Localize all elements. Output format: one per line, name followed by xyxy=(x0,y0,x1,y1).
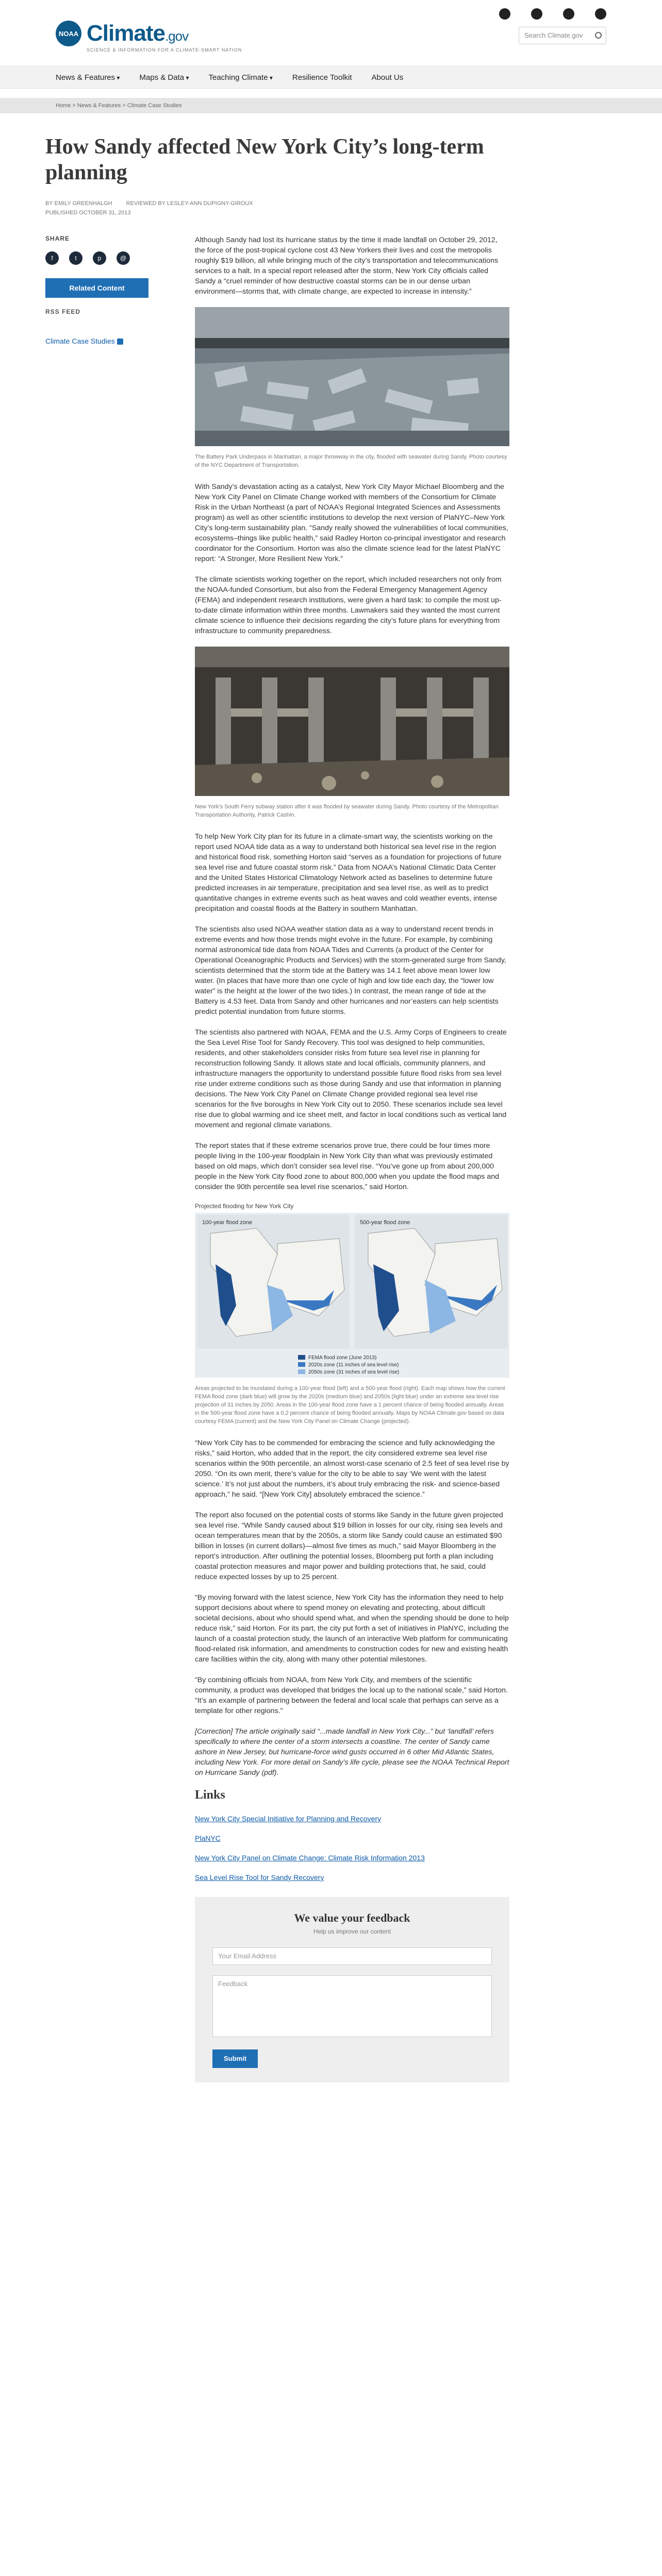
category-link[interactable]: Climate Case Studies xyxy=(45,337,148,345)
nav-maps-data[interactable]: Maps & Data ▾ xyxy=(139,73,189,82)
email-share-icon[interactable]: @ xyxy=(117,251,130,265)
photo-caption: The Battery Park Underpass in Manhattan, a major throwway in the city, flooded with seawater during Sandy. Photo courtesy of the NYC Department of Transportation. xyxy=(195,454,507,468)
paragraph: The scientists also partnered with NOAA, FEMA and the U.S. Army Corps of Engineers to create the Sea Level Rise Tool for Sandy Recovery. This tool was designed to help communities, residents, and other stakeholders consider risks from future sea level rise in planning for reconstruction following Sandy. It allows state and local officials, community planners, and infrastructure managers the opportunity to understand possible future flood risks from sea level rise under extreme conditions such as those during Sandy and use that information in planning decisions. The New York City Panel on Climate Change provided regional sea level rise scenarios for the five boroughs in New York City out to 2050. These scenarios include sea level rise due to global warming and ice sheet melt, and factor in local conditions such as vertical land movement and regional climate variations. xyxy=(195,1028,507,1129)
map-panel-500yr xyxy=(355,1215,507,1349)
paragraph: Although Sandy had lost its hurricane status by the time it made landfall on October 29, 2012, the force of the post-tropical cyclone cost 43 New Yorkers their lives and cost the metropolis roughly $19 billion, all while bringing much of the city’s transportation and telecommunications services to a halt. In a special report released after the storm, New York City officials called Sandy a “cruel reminder of how destructive coastal storms can be in our dense urban environment—storms that, with climate change, are expected to increase in intensity.” xyxy=(195,236,499,296)
facebook-icon[interactable] xyxy=(499,8,510,20)
twitter-share-icon[interactable]: t xyxy=(69,251,82,265)
site-logo[interactable] xyxy=(56,21,188,46)
nav-news-features[interactable]: News & Features ▾ xyxy=(56,73,120,82)
paragraph: “By combining officials from NOAA, from New York City, and members of the scientific community, a product was developed that bridges the local up to the national scale,” said Horton. “It’s an example of partnering between the federal and local scale that perhaps can serve as a template for other regions.” xyxy=(195,1676,508,1715)
feedback-subtitle: Help us improve our content xyxy=(313,1928,391,1935)
paragraph: “By moving forward with the latest science, New York City has the information they need to help support decisions about where to spend money on elevating and protecting, about difficult societal decisions, about who should spend what, and when the spending should be done to help reduce risk,” said Horton. For its part, the city put forth a set of initiatives in PlaNYC, including the launch of a coastal protection study, the launch of an interactive Web platform for communicating flood-related risk information, and amendments to construction codes for new and existing health care facilities within the city, along with many other potential milestones. xyxy=(195,1594,509,1664)
nav-about-us[interactable]: About Us xyxy=(371,73,404,82)
page-title: How Sandy affected New York City’s long-term planning xyxy=(45,135,484,184)
breadcrumb[interactable]: Home > News & Features > Climate Case Studies xyxy=(0,98,662,113)
projected-flooding-maps xyxy=(195,1213,509,1378)
links-heading: Links xyxy=(195,1788,225,1802)
photo-caption: New York’s South Ferry subway station after it was flooded by seawater during Sandy. Photo courtesy of the Metropolitan Transportation Authority, Patrick Cashin. xyxy=(195,804,499,818)
noaa-badge: NOAA xyxy=(56,21,81,46)
article-body xyxy=(195,235,509,2082)
svg-text:2050s zone (31 inches of sea l: 2050s zone (31 inches of sea level rise) xyxy=(308,1369,400,1375)
pinterest-share-icon[interactable]: p xyxy=(93,251,106,265)
related-content-button[interactable]: Related Content xyxy=(45,278,148,298)
link-planyc[interactable]: PlaNYC xyxy=(195,1834,221,1842)
byline xyxy=(45,199,662,217)
paragraph: “New York City has to be commended for embracing the science and fully acknowledging the risks,” said Horton, who added that in the report, the city considered extreme sea level rise scenarios within the 90th percentile, an almost worst-case scenario of 2.5 feet of sea level rise by 2050. “On its own merit, there’s value for the city to be able to say ‘We went with the latest science.’ It’s not just about the numbers, it’s about truly embracing the risk- and science-based approach,” he said. “[New York City] absolutely embraced the science.” xyxy=(195,1439,509,1499)
left-sidebar xyxy=(45,235,148,345)
paragraph: The report also focused on the potential costs of storms like Sandy in the future given projected sea level rise. “While Sandy caused about $19 billion in losses for our city, rising sea levels and ocean temperatures mean that by the 2050s, a storm like Sandy could cause an estimated $90 billion in losses (in current dollars)—almost five times as much,” said Mayor Bloomberg in the report’s introduction. After outlining the potential losses, Bloomberg put forth a plan including coastal protection measures and major power and building protections that, he said, could reduce expected losses by up to 25 percent. xyxy=(195,1511,503,1581)
share-label: SHARE xyxy=(45,235,70,242)
map-panel-label: 100-year flood zone xyxy=(202,1219,253,1226)
paragraph: The report states that if these extreme scenarios prove true, there could be four times more people living in the 100-year floodplain in New York City than what was previously estimated based on old maps, which don’t consider sea level rise. “You’ve gone up from about 200,000 people in the New York City flood zone to about 800,000 when you update the flood maps and consider the 90th percentile sea level rise scenarios,” said Horton. xyxy=(195,1142,499,1191)
correction-note: [Correction] The article originally said “...made landfall in New York City...” but ‘landfall’ refers specifically to where the center of a storm intersects a coastline. The center of Sandy came ashore in New Jersey, but hurricane-force wind gusts occurred in 6 other Mid Atlantic States, including New York. For more detail on Sandy’s life cycle, please see the NOAA Technical Report on Hurricane Sandy (pdf). xyxy=(195,1727,509,1777)
instagram-icon[interactable] xyxy=(563,8,574,20)
paragraph: The scientists also used NOAA weather station data as a way to understand recent trends in extreme events and how those trends might evolve in the future. For example, by combining normal astronomical tide data from NOAA Tides and Currents (a product of the Center for Operational Oceanographic Products and Services) with the storm-generated surge from Sandy, scientists determined that the storm tide at the Battery was 14.1 feet above mean lower low water. (In places that have more than one cycle of high and low tide each day, the “lower low water” is the height at the lower of the two tides.) In contrast, the mean range of tide at the Battery is 4.53 feet. Data from Sandy and other hurricanes and nor’easters can help scientists predict potential inundation from future storms. xyxy=(195,925,506,1016)
flood-map-figure xyxy=(195,1202,509,1380)
battery-park-underpass-photo xyxy=(195,307,509,446)
share-icons xyxy=(45,251,148,265)
reviewer[interactable]: REVIEWED BY LESLEY-ANN DUPIGNY-GIROUX xyxy=(126,200,253,207)
map-caption: Areas projected to be inundated during a 100-year flood (left) and a 500-year flood (right). Each map shows how the current FEMA flood zone (dark blue) will grow by the 2020s (medium blue) and 2050s (light blue) under an extreme sea level rise projection of 31 inches by 2050. Areas in the 100-year flood zone have a 1 percent chance of being flooded annually. Areas in the 500-year flood zone have a 0.2 percent chance of being flooded annually. Maps by NOAA Climate.gov based on data courtesy FEMA (current) and the New York City Panel on Climate Change (projected). xyxy=(195,1385,505,1425)
search-input[interactable]: Search Climate.gov xyxy=(519,27,606,44)
link-npcc-2013[interactable]: New York City Panel on Climate Change: Climate Risk Information 2013 xyxy=(195,1854,425,1862)
paragraph: With Sandy’s devastation acting as a catalyst, New York City Mayor Michael Bloomberg and the New York City Panel on Climate Change worked with members of the Consortium for Climate Risk in the Urban Northeast (a part of NOAA’s Regional Integrated Sciences and Assessments program) as well as other scientific institutions to develop the next version of PlaNYC–New York City’s long-term sustainability plan. “Sandy really showed the vulnerabilities of local communities, ecosystems–things like public health,” said Radley Horton co-principal investigator and research coordinator for the Consortium. Horton was also the climate science lead for the latest PlaNYC report: “A Stronger, More Resilient New York.” xyxy=(195,483,508,563)
feedback-textarea[interactable]: Feedback xyxy=(212,1975,492,2037)
feedback-title: We value your feedback xyxy=(294,1911,410,1924)
map-panel-100yr xyxy=(197,1215,350,1349)
svg-text:2020s zone (11 inches of sea l: 2020s zone (11 inches of sea level rise) xyxy=(308,1362,399,1368)
email-field[interactable]: Your Email Address xyxy=(212,1947,492,1965)
facebook-share-icon[interactable]: f xyxy=(45,251,59,265)
site-header xyxy=(0,0,662,66)
nav-resilience-toolkit[interactable]: Resilience Toolkit xyxy=(292,73,352,82)
main-nav xyxy=(0,66,662,89)
feedback-form xyxy=(195,1897,509,2082)
south-ferry-subway-photo xyxy=(195,647,509,796)
published-date: PUBLISHED OCTOBER 31, 2013 xyxy=(45,210,131,216)
social-links xyxy=(499,8,606,20)
link-nyc-sirr[interactable]: New York City Special Initiative for Planning and Recovery xyxy=(195,1815,382,1823)
search-icon[interactable] xyxy=(595,32,602,39)
link-slr-tool[interactable]: Sea Level Rise Tool for Sandy Recovery xyxy=(195,1873,324,1882)
map-panel-label: 500-year flood zone xyxy=(360,1219,410,1226)
rss-feed-label[interactable]: RSS FEED xyxy=(45,308,81,315)
submit-button[interactable]: Submit xyxy=(212,2049,258,2068)
svg-text:FEMA flood zone (June 2013): FEMA flood zone (June 2013) xyxy=(308,1355,377,1361)
nav-teaching-climate[interactable]: Teaching Climate ▾ xyxy=(208,73,272,82)
twitter-icon[interactable] xyxy=(531,8,542,20)
logo-text: Climate.gov xyxy=(87,21,189,46)
paragraph: To help New York City plan for its future in a climate-smart way, the scientists working on the report used NOAA tide data as a way to understand both historical sea level rise in the region and historical flood risk, something Horton said “serves as a foundation for projections of future sea level rise and future coastal storm risk.” Data from NOAA’s National Climatic Data Center and the United States Historical Climatology Network acted as baselines to determine future predicted increases in air temperature, precipitation and sea level rise, as well as to predict quantitative changes in extreme events such as heat waves and cold weather events, intense precipitation and coastal floods at the Battery in southern Manhattan. xyxy=(195,833,502,913)
paragraph: The climate scientists working together on the report, which included researchers not only from the NOAA-funded Consortium, but also from the Federal Emergency Management Agency (FEMA) and independent research institutions, were given a hard task: to compile the most up-to-date climate information within three months. Lawmakers said they wanted the most current climate science to influence their decisions regarding the city’s future plans for everything from infrastructure to community preparedness. xyxy=(195,575,502,635)
map-title: Projected flooding for New York City xyxy=(195,1202,294,1210)
logo-tagline: SCIENCE & INFORMATION FOR A CLIMATE-SMART NATION xyxy=(87,47,242,53)
author[interactable]: BY EMILY GREENHALGH xyxy=(45,200,112,207)
rss-icon xyxy=(117,338,123,345)
youtube-icon[interactable] xyxy=(595,8,606,20)
